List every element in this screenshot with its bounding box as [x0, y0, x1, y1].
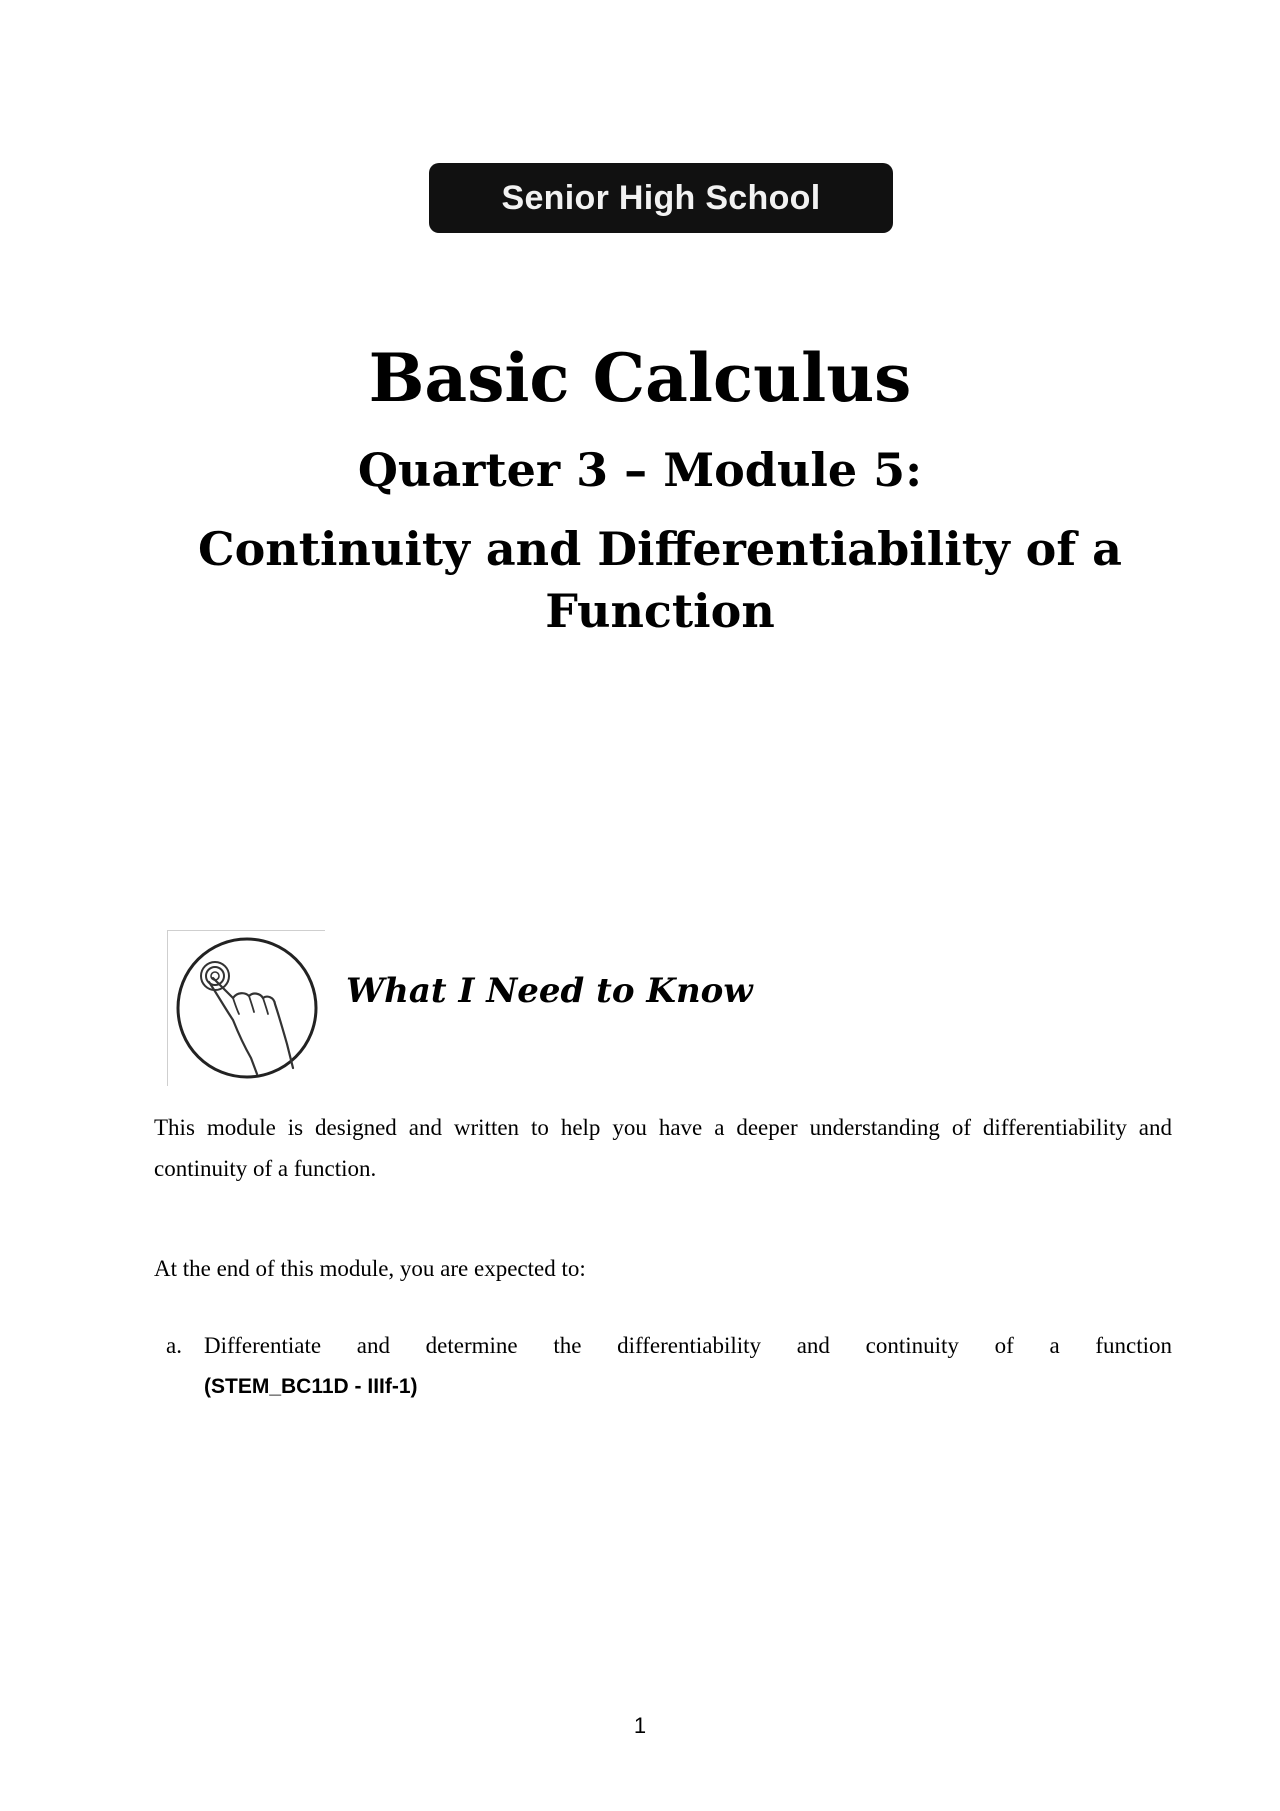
- badge-label: Senior High School: [501, 178, 821, 217]
- objective-body: [204, 1325, 1172, 1407]
- page-number: 1: [633, 1713, 647, 1738]
- expectation-paragraph: At the end of this module, you are expected to:: [154, 1256, 586, 1281]
- objective-code: (STEM_BC11D - IIIf-1): [204, 1375, 418, 1398]
- objective-marker: a.: [166, 1333, 182, 1358]
- objective-text: Differentiate and determine the differentiability and continuity of a function: [204, 1333, 1172, 1358]
- module-topic: Continuity and Differentiability of a Function: [198, 522, 1122, 638]
- module-subtitle: Quarter 3 – Module 5:: [357, 443, 923, 497]
- section-heading: What I Need to Know: [346, 971, 753, 1011]
- objective-item: [166, 1325, 1172, 1407]
- module-title: Basic Calculus: [368, 339, 912, 417]
- intro-paragraph: This module is designed and written to help you have a deeper understanding of differentiability and continuity of a function.: [154, 1115, 1172, 1181]
- senior-high-school-badge: [429, 163, 893, 233]
- pointing-hand-icon: [167, 930, 325, 1086]
